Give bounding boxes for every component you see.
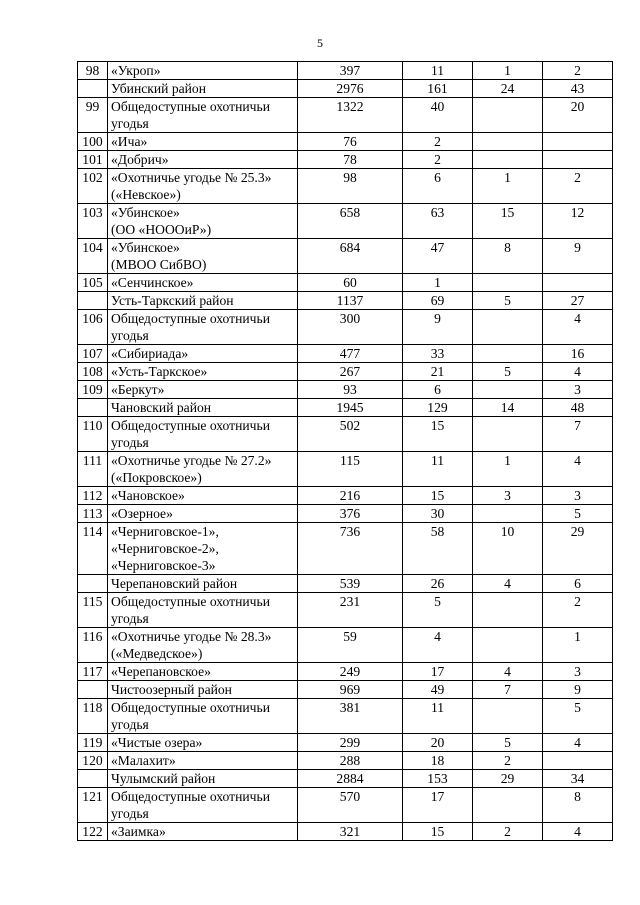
value-cell-1: 1322	[298, 98, 403, 133]
value-cell-2: 4	[403, 628, 473, 663]
row-number-cell: 108	[78, 363, 108, 381]
row-number-cell: 120	[78, 752, 108, 770]
ground-name-cell: «Усть-Таркское»	[108, 363, 298, 381]
value-cell-4: 20	[543, 98, 613, 133]
row-number-cell: 113	[78, 505, 108, 523]
value-cell-2: 11	[403, 62, 473, 80]
value-cell-2: 69	[403, 292, 473, 310]
row-number-cell: 99	[78, 98, 108, 133]
value-cell-2: 5	[403, 593, 473, 628]
table-row	[78, 734, 613, 752]
ground-name-cell: «Беркут»	[108, 381, 298, 399]
row-number-cell: 109	[78, 381, 108, 399]
value-cell-3	[473, 345, 543, 363]
value-cell-1: 658	[298, 204, 403, 239]
row-number-cell: 103	[78, 204, 108, 239]
ground-name-cell: «Черниговское-1», «Черниговское-2», «Черниговское-3»	[108, 523, 298, 575]
value-cell-2: 30	[403, 505, 473, 523]
value-cell-1: 115	[298, 452, 403, 487]
value-cell-1: 2884	[298, 770, 403, 788]
table-row	[78, 823, 613, 841]
table-row	[78, 98, 613, 133]
value-cell-2: 161	[403, 80, 473, 98]
ground-name-cell: «Охотничье угодье № 25.3» («Невское»)	[108, 169, 298, 204]
value-cell-4	[543, 752, 613, 770]
value-cell-1: 502	[298, 417, 403, 452]
value-cell-1: 78	[298, 151, 403, 169]
value-cell-4: 48	[543, 399, 613, 417]
value-cell-1: 216	[298, 487, 403, 505]
value-cell-4: 2	[543, 62, 613, 80]
value-cell-1: 60	[298, 274, 403, 292]
value-cell-3: 1	[473, 452, 543, 487]
value-cell-3: 4	[473, 575, 543, 593]
value-cell-1: 736	[298, 523, 403, 575]
value-cell-1: 93	[298, 381, 403, 399]
value-cell-4: 3	[543, 663, 613, 681]
row-number-cell: 101	[78, 151, 108, 169]
ground-name-cell: «Охотничье угодье № 27.2» («Покровское»)	[108, 452, 298, 487]
hunting-grounds-table	[77, 61, 613, 841]
value-cell-4: 3	[543, 381, 613, 399]
value-cell-3: 5	[473, 363, 543, 381]
value-cell-4: 4	[543, 363, 613, 381]
ground-name-cell: Общедоступные охотничьи угодья	[108, 699, 298, 734]
value-cell-3	[473, 133, 543, 151]
value-cell-4: 4	[543, 734, 613, 752]
value-cell-1: 969	[298, 681, 403, 699]
ground-name-cell: Общедоступные охотничьи угодья	[108, 593, 298, 628]
value-cell-3: 10	[473, 523, 543, 575]
table-row	[78, 133, 613, 151]
ground-name-cell: «Черепановское»	[108, 663, 298, 681]
ground-name-cell: Общедоступные охотничьи угодья	[108, 310, 298, 345]
value-cell-1: 321	[298, 823, 403, 841]
value-cell-2: 40	[403, 98, 473, 133]
row-number-cell: 98	[78, 62, 108, 80]
table-row	[78, 417, 613, 452]
value-cell-3	[473, 628, 543, 663]
table-body	[78, 62, 613, 841]
ground-name-cell: Общедоступные охотничьи угодья	[108, 788, 298, 823]
value-cell-3	[473, 274, 543, 292]
table-row	[78, 663, 613, 681]
value-cell-3	[473, 505, 543, 523]
value-cell-4: 4	[543, 310, 613, 345]
value-cell-3: 1	[473, 62, 543, 80]
value-cell-2: 153	[403, 770, 473, 788]
value-cell-1: 376	[298, 505, 403, 523]
row-number-cell: 105	[78, 274, 108, 292]
table-row	[78, 628, 613, 663]
table-row	[78, 204, 613, 239]
district-subtotal-row	[78, 80, 613, 98]
value-cell-2: 18	[403, 752, 473, 770]
ground-name-cell: «Заимка»	[108, 823, 298, 841]
ground-name-cell: «Добрич»	[108, 151, 298, 169]
table-row	[78, 505, 613, 523]
table-row	[78, 345, 613, 363]
value-cell-3: 29	[473, 770, 543, 788]
value-cell-1: 2976	[298, 80, 403, 98]
value-cell-4: 29	[543, 523, 613, 575]
district-subtotal-row	[78, 770, 613, 788]
value-cell-1: 1137	[298, 292, 403, 310]
value-cell-2: 63	[403, 204, 473, 239]
value-cell-4: 4	[543, 452, 613, 487]
row-number-cell	[78, 681, 108, 699]
value-cell-4: 27	[543, 292, 613, 310]
value-cell-2: 17	[403, 663, 473, 681]
page-number: 5	[317, 36, 323, 50]
value-cell-1: 76	[298, 133, 403, 151]
value-cell-4: 34	[543, 770, 613, 788]
value-cell-1: 249	[298, 663, 403, 681]
ground-name-cell: «Сибириада»	[108, 345, 298, 363]
table-row	[78, 62, 613, 80]
value-cell-2: 9	[403, 310, 473, 345]
value-cell-4: 16	[543, 345, 613, 363]
row-number-cell	[78, 292, 108, 310]
value-cell-3	[473, 381, 543, 399]
district-subtotal-row	[78, 681, 613, 699]
row-number-cell: 111	[78, 452, 108, 487]
value-cell-1: 300	[298, 310, 403, 345]
row-number-cell: 102	[78, 169, 108, 204]
row-number-cell: 118	[78, 699, 108, 734]
ground-name-cell: Общедоступные охотничьи угодья	[108, 417, 298, 452]
row-number-cell: 121	[78, 788, 108, 823]
ground-name-cell: «Охотничье угодье № 28.3» («Медведское»)	[108, 628, 298, 663]
district-subtotal-row	[78, 292, 613, 310]
table-row	[78, 788, 613, 823]
row-number-cell: 107	[78, 345, 108, 363]
value-cell-3: 2	[473, 752, 543, 770]
value-cell-3: 8	[473, 239, 543, 274]
value-cell-4: 4	[543, 823, 613, 841]
value-cell-4: 2	[543, 169, 613, 204]
value-cell-3: 15	[473, 204, 543, 239]
row-number-cell: 116	[78, 628, 108, 663]
row-number-cell: 115	[78, 593, 108, 628]
value-cell-4: 1	[543, 628, 613, 663]
ground-name-cell: «Ича»	[108, 133, 298, 151]
value-cell-4: 2	[543, 593, 613, 628]
value-cell-2: 15	[403, 823, 473, 841]
table-row	[78, 487, 613, 505]
value-cell-3	[473, 151, 543, 169]
ground-name-cell: «Убинское» (МВОО СибВО)	[108, 239, 298, 274]
value-cell-1: 267	[298, 363, 403, 381]
value-cell-4: 3	[543, 487, 613, 505]
value-cell-4: 8	[543, 788, 613, 823]
value-cell-2: 11	[403, 699, 473, 734]
ground-name-cell: «Сенчинское»	[108, 274, 298, 292]
value-cell-3: 5	[473, 734, 543, 752]
table-row	[78, 239, 613, 274]
row-number-cell: 117	[78, 663, 108, 681]
district-subtotal-row	[78, 575, 613, 593]
value-cell-1: 288	[298, 752, 403, 770]
ground-name-cell: «Укроп»	[108, 62, 298, 80]
ground-name-cell: Чистоозерный район	[108, 681, 298, 699]
value-cell-3	[473, 417, 543, 452]
value-cell-2: 47	[403, 239, 473, 274]
value-cell-1: 1945	[298, 399, 403, 417]
value-cell-2: 15	[403, 487, 473, 505]
ground-name-cell: Убинский район	[108, 80, 298, 98]
value-cell-4: 12	[543, 204, 613, 239]
row-number-cell	[78, 770, 108, 788]
value-cell-1: 381	[298, 699, 403, 734]
value-cell-2: 6	[403, 381, 473, 399]
ground-name-cell: Общедоступные охотничьи угодья	[108, 98, 298, 133]
value-cell-4: 9	[543, 239, 613, 274]
value-cell-4: 9	[543, 681, 613, 699]
value-cell-1: 684	[298, 239, 403, 274]
value-cell-2: 15	[403, 417, 473, 452]
value-cell-3	[473, 788, 543, 823]
value-cell-3	[473, 310, 543, 345]
value-cell-3: 14	[473, 399, 543, 417]
table-row	[78, 310, 613, 345]
value-cell-3: 7	[473, 681, 543, 699]
value-cell-2: 11	[403, 452, 473, 487]
value-cell-3: 3	[473, 487, 543, 505]
value-cell-2: 2	[403, 151, 473, 169]
value-cell-1: 299	[298, 734, 403, 752]
value-cell-1: 570	[298, 788, 403, 823]
row-number-cell: 114	[78, 523, 108, 575]
value-cell-2: 129	[403, 399, 473, 417]
row-number-cell: 110	[78, 417, 108, 452]
ground-name-cell: «Убинское» (ОО «НОООиР»)	[108, 204, 298, 239]
row-number-cell	[78, 399, 108, 417]
value-cell-1: 477	[298, 345, 403, 363]
ground-name-cell: Черепановский район	[108, 575, 298, 593]
row-number-cell: 104	[78, 239, 108, 274]
value-cell-2: 26	[403, 575, 473, 593]
value-cell-2: 58	[403, 523, 473, 575]
value-cell-4	[543, 133, 613, 151]
table-row	[78, 699, 613, 734]
ground-name-cell: «Озерное»	[108, 505, 298, 523]
table-row	[78, 452, 613, 487]
row-number-cell: 119	[78, 734, 108, 752]
value-cell-4: 6	[543, 575, 613, 593]
value-cell-4: 43	[543, 80, 613, 98]
table-row	[78, 363, 613, 381]
value-cell-2: 33	[403, 345, 473, 363]
value-cell-1: 397	[298, 62, 403, 80]
row-number-cell: 100	[78, 133, 108, 151]
value-cell-3: 5	[473, 292, 543, 310]
table-row	[78, 151, 613, 169]
value-cell-2: 49	[403, 681, 473, 699]
ground-name-cell: «Чановское»	[108, 487, 298, 505]
value-cell-1: 539	[298, 575, 403, 593]
value-cell-4: 5	[543, 699, 613, 734]
value-cell-4: 7	[543, 417, 613, 452]
value-cell-3	[473, 699, 543, 734]
value-cell-2: 21	[403, 363, 473, 381]
ground-name-cell: Чановский район	[108, 399, 298, 417]
row-number-cell	[78, 80, 108, 98]
value-cell-3	[473, 98, 543, 133]
row-number-cell	[78, 575, 108, 593]
value-cell-3: 2	[473, 823, 543, 841]
ground-name-cell: Усть-Таркский район	[108, 292, 298, 310]
value-cell-2: 17	[403, 788, 473, 823]
value-cell-4	[543, 274, 613, 292]
table-row	[78, 169, 613, 204]
ground-name-cell: «Малахит»	[108, 752, 298, 770]
value-cell-3: 24	[473, 80, 543, 98]
value-cell-3: 4	[473, 663, 543, 681]
value-cell-1: 98	[298, 169, 403, 204]
value-cell-2: 1	[403, 274, 473, 292]
value-cell-2: 6	[403, 169, 473, 204]
row-number-cell: 106	[78, 310, 108, 345]
table-row	[78, 381, 613, 399]
value-cell-4: 5	[543, 505, 613, 523]
ground-name-cell: «Чистые озера»	[108, 734, 298, 752]
value-cell-2: 20	[403, 734, 473, 752]
value-cell-4	[543, 151, 613, 169]
table-row	[78, 523, 613, 575]
table-row	[78, 274, 613, 292]
row-number-cell: 122	[78, 823, 108, 841]
row-number-cell: 112	[78, 487, 108, 505]
value-cell-3: 1	[473, 169, 543, 204]
district-subtotal-row	[78, 399, 613, 417]
ground-name-cell: Чулымский район	[108, 770, 298, 788]
value-cell-3	[473, 593, 543, 628]
value-cell-2: 2	[403, 133, 473, 151]
table-row	[78, 593, 613, 628]
value-cell-1: 59	[298, 628, 403, 663]
value-cell-1: 231	[298, 593, 403, 628]
table-row	[78, 752, 613, 770]
